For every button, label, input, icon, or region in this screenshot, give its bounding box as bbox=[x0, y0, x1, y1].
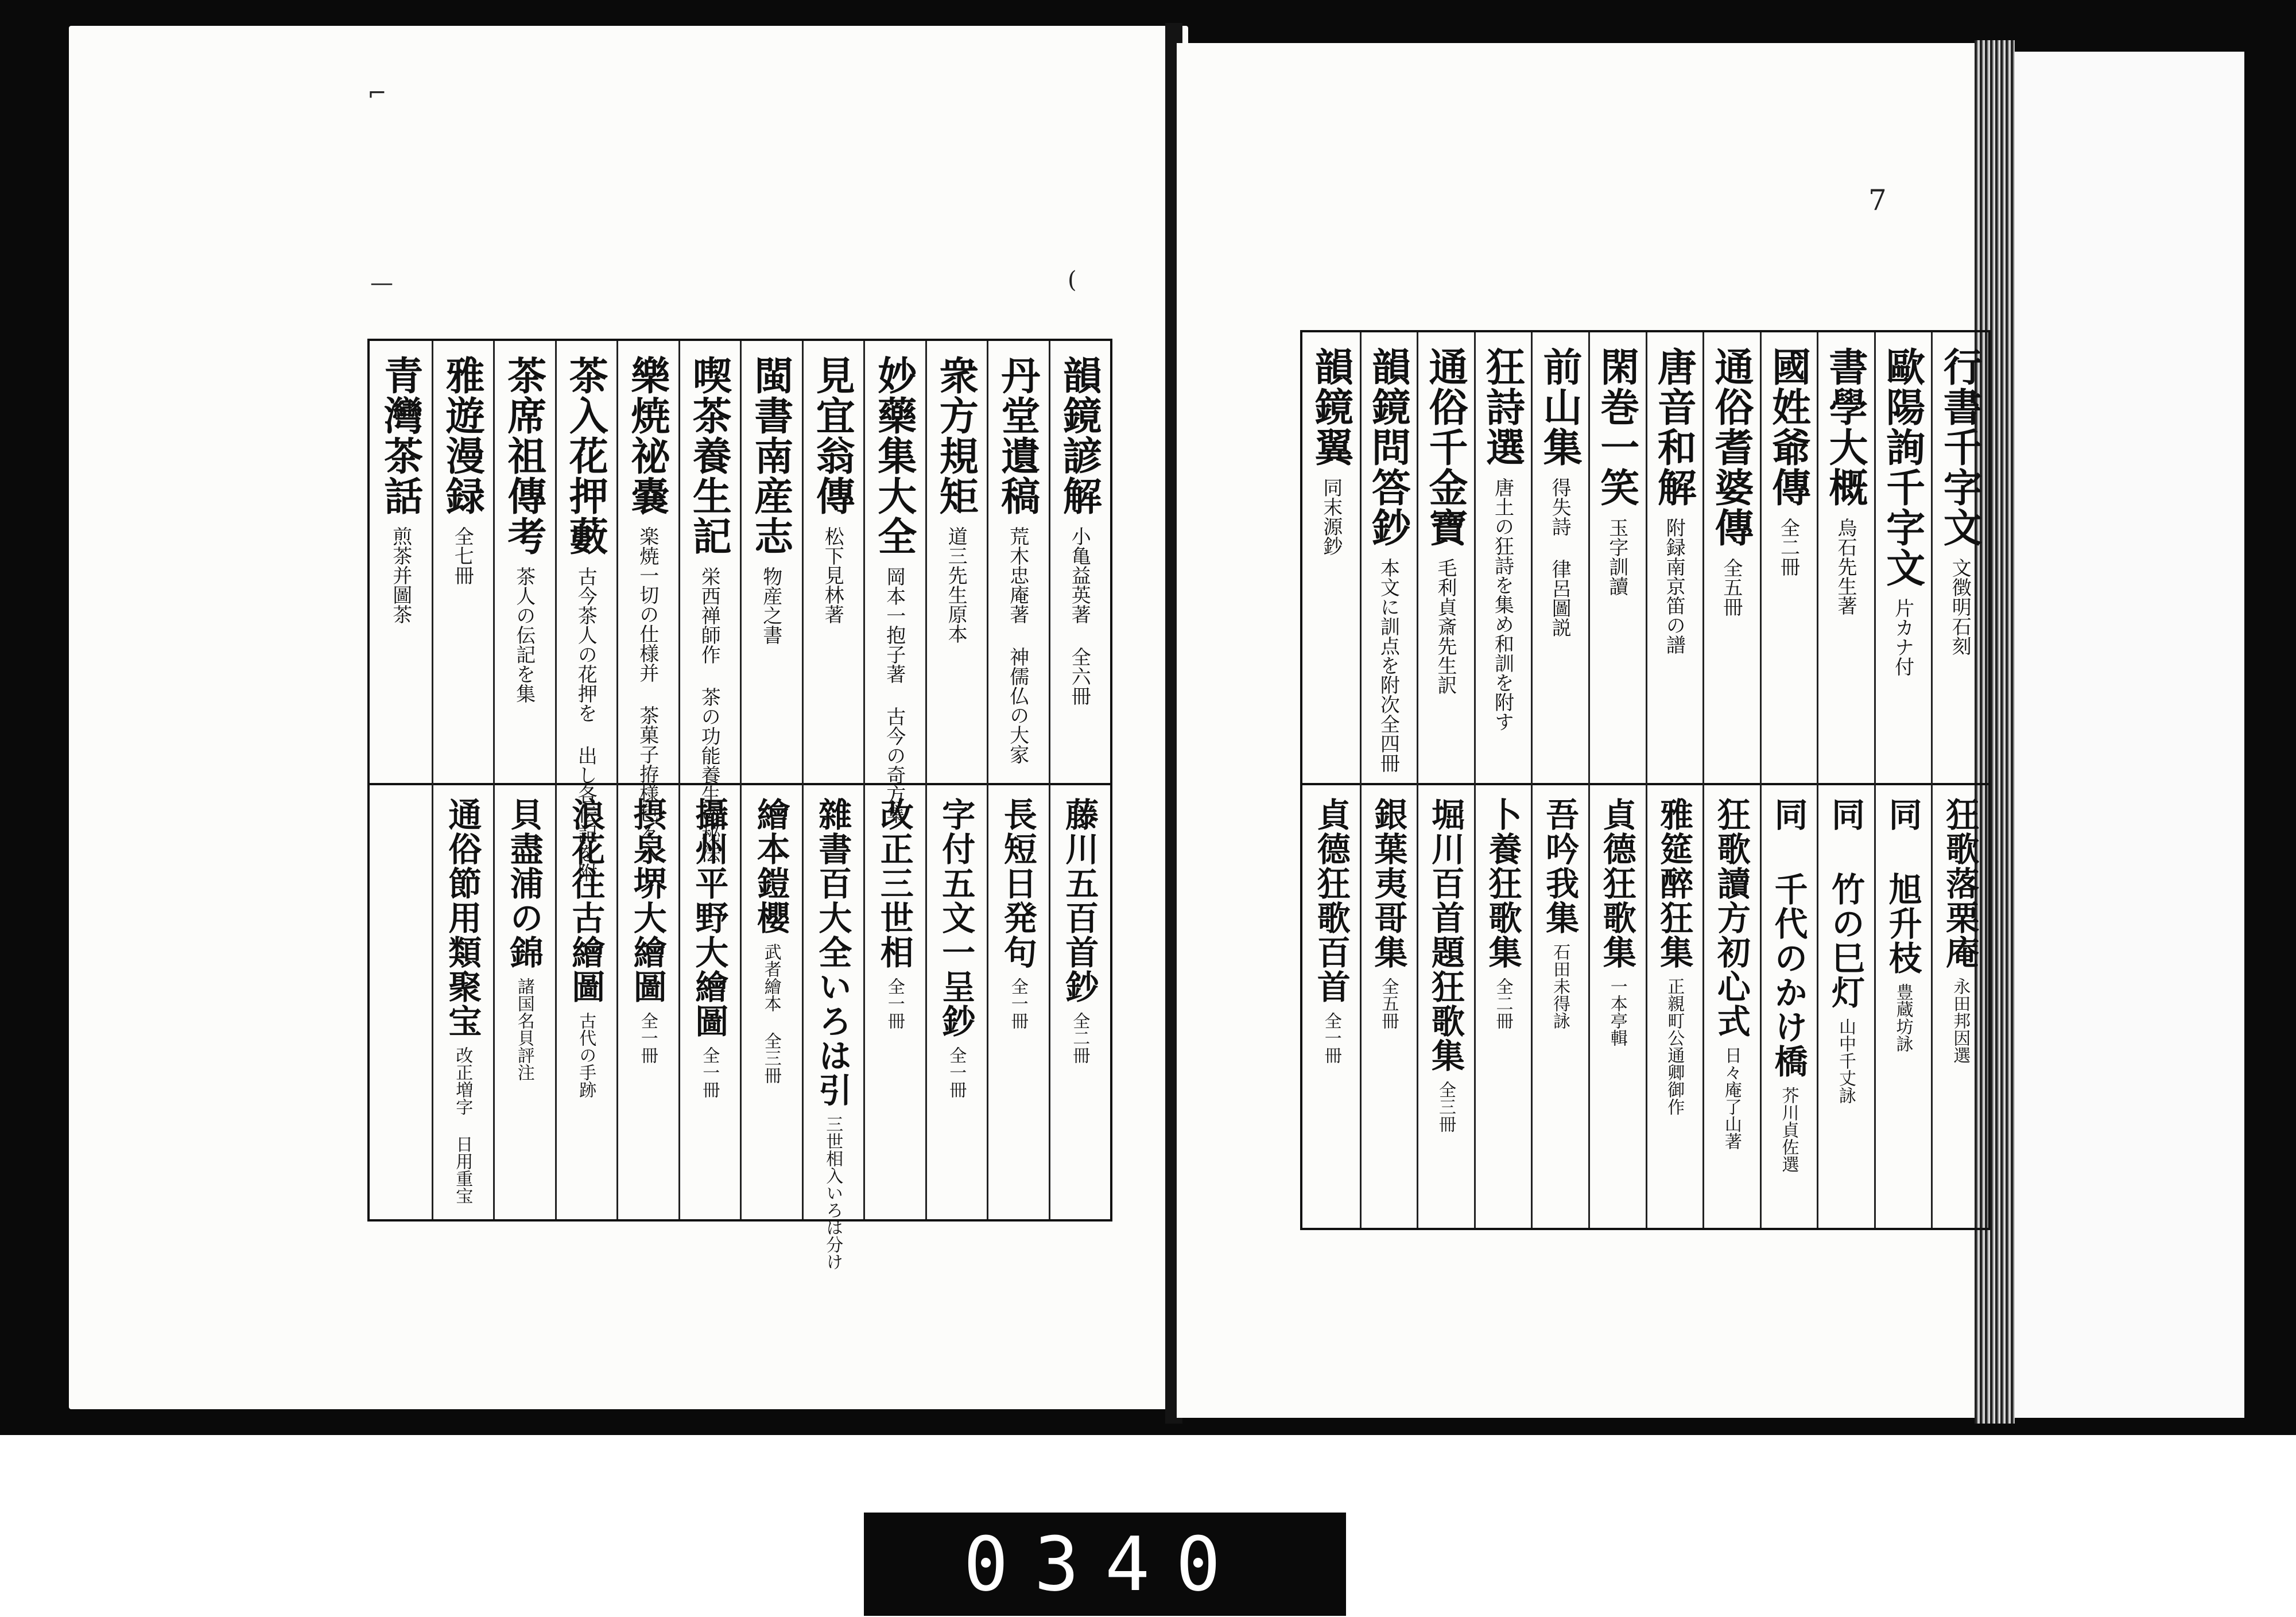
page-number: 7 bbox=[1868, 184, 1887, 217]
book-note: 全二冊 bbox=[1069, 1012, 1090, 1064]
book-note: 物産之書 bbox=[759, 567, 782, 645]
lower-book-entry bbox=[432, 797, 494, 1211]
book-note: 日々庵了山著 bbox=[1721, 1046, 1742, 1150]
book-note: 石田未得詠 bbox=[1550, 943, 1570, 1029]
left-paren-mark: ( bbox=[1068, 267, 1077, 293]
upper-book-entry bbox=[863, 355, 925, 824]
lower-book-entry bbox=[1817, 797, 1874, 1219]
lower-book-entry bbox=[1702, 797, 1760, 1219]
book-title: 貞德狂歌百首 bbox=[1311, 797, 1351, 1004]
book-note: 全三冊 bbox=[1435, 1081, 1456, 1133]
book-note: 全一冊 bbox=[946, 1046, 967, 1098]
book-title: 衆方規矩 bbox=[933, 355, 979, 516]
lower-book-entry bbox=[493, 797, 555, 1211]
book-title: 喫茶養生記 bbox=[686, 355, 732, 556]
upper-book-entry bbox=[1302, 347, 1360, 774]
book-note: 茶人の伝記を集 bbox=[512, 567, 536, 703]
upper-book-entry bbox=[370, 355, 432, 774]
left-catalog-frame bbox=[367, 339, 1112, 1270]
upper-book-entry bbox=[1588, 347, 1646, 774]
book-title: 歐陽詢千字文 bbox=[1879, 347, 1926, 588]
book-note: 山中千丈詠 bbox=[1836, 1018, 1856, 1104]
book-note: 全一冊 bbox=[1321, 1012, 1341, 1064]
upper-book-entry bbox=[616, 355, 678, 862]
book-title: 攝州平野大繪圖 bbox=[689, 797, 729, 1038]
upper-book-entry bbox=[432, 355, 494, 774]
outer-margin bbox=[2015, 52, 2244, 1418]
book-title: 書學大概 bbox=[1822, 347, 1869, 507]
book-note: 全二冊 bbox=[1777, 518, 1800, 576]
book-title: 浪花往古繪圖 bbox=[566, 797, 606, 1004]
book-title: 藤川五百首鈔 bbox=[1060, 797, 1099, 1004]
lower-book-entry bbox=[802, 797, 864, 1270]
right-catalog-frame bbox=[1300, 330, 1991, 1230]
book-title: 堀川百首題狂歌集 bbox=[1425, 797, 1465, 1073]
book-note: 改正増字 日用重宝 bbox=[452, 1046, 473, 1204]
book-note: 全一冊 bbox=[637, 1012, 658, 1064]
book-note: 文徴明石刻 bbox=[1948, 558, 1972, 656]
book-title: 通俗千金寶 bbox=[1422, 347, 1468, 548]
book-note: 楽焼一切の仕様并 茶菓子拵様色々入 bbox=[635, 526, 659, 862]
upper-book-entry bbox=[1049, 355, 1111, 774]
corner-mark: ⌐ bbox=[367, 80, 387, 107]
book-title: 改正三世相 bbox=[874, 797, 914, 970]
upper-book-entry bbox=[493, 355, 555, 774]
book-note: 古代の手跡 bbox=[576, 1012, 596, 1098]
book-note: 唐土の狂詩を集め和訓を附す bbox=[1491, 478, 1514, 731]
book-title: 韻鏡翼 bbox=[1308, 347, 1354, 467]
book-title: 同 千代のかけ橋 bbox=[1768, 797, 1808, 1079]
book-title: 雜書百大全いろは引 bbox=[813, 797, 852, 1107]
book-title: 茶席祖傳考 bbox=[501, 355, 547, 556]
book-note: 岡本一抱子著 古今の奇方集 bbox=[882, 567, 906, 824]
lower-book-entry bbox=[1360, 797, 1417, 1219]
book-note: 烏石先生著 bbox=[1834, 518, 1857, 615]
book-title: 丹堂遺稿 bbox=[994, 355, 1041, 516]
book-title: 字付五文一呈鈔 bbox=[936, 797, 976, 1038]
book-title: 狂歌落栗庵 bbox=[1940, 797, 1980, 970]
upper-book-entry bbox=[987, 355, 1049, 774]
lower-book-entry bbox=[1049, 797, 1111, 1211]
upper-book-entry bbox=[1817, 347, 1874, 774]
book-title: 行書千字文 bbox=[1937, 347, 1983, 548]
book-title: 狂詩選 bbox=[1479, 347, 1526, 467]
lower-book-entry bbox=[1646, 797, 1703, 1219]
lower-book-entry bbox=[678, 797, 740, 1211]
book-note: 片カナ付 bbox=[1891, 598, 1914, 676]
book-title: 通俗節用類聚宝 bbox=[443, 797, 482, 1038]
book-note: 永田邦因選 bbox=[1950, 978, 1971, 1064]
book-title: 閩書南産志 bbox=[747, 355, 794, 556]
book-title: 吾吟我集 bbox=[1540, 797, 1580, 935]
book-title: 雅筵醉狂集 bbox=[1654, 797, 1694, 970]
book-title: 雅遊漫録 bbox=[439, 355, 486, 516]
book-note: 全一冊 bbox=[699, 1046, 720, 1098]
lower-book-entry bbox=[987, 797, 1049, 1211]
book-title: 韻鏡諺解 bbox=[1056, 355, 1103, 516]
book-note: 諸国名貝評注 bbox=[514, 978, 534, 1081]
upper-book-entry bbox=[1760, 347, 1817, 774]
book-note: 正親町公通卿御作 bbox=[1664, 978, 1685, 1115]
upper-book-entry bbox=[1417, 347, 1474, 774]
book-note: 煎茶并圖茶 bbox=[389, 526, 412, 624]
book-note: 得失詩 律呂圖説 bbox=[1548, 478, 1572, 637]
book-note: 武者繪本 全三冊 bbox=[761, 943, 781, 1084]
book-title: 通俗耆婆傳 bbox=[1708, 347, 1754, 548]
upper-book-entry bbox=[1474, 347, 1531, 774]
upper-book-entry bbox=[1931, 347, 1988, 774]
lower-book-entry bbox=[1531, 797, 1588, 1219]
book-note: 本文に訓点を附次全四冊 bbox=[1376, 558, 1400, 773]
book-note: 荒木忠庵著 神儒仏の大家 bbox=[1006, 526, 1029, 764]
left-dash-mark: — bbox=[370, 270, 393, 296]
upper-book-entry bbox=[1646, 347, 1703, 774]
book-title: 閑巻一笑 bbox=[1593, 347, 1640, 507]
upper-book-entry bbox=[1874, 347, 1932, 774]
book-note: 毛利貞斎先生訳 bbox=[1433, 558, 1457, 695]
upper-book-entry bbox=[1702, 347, 1760, 774]
book-title: 長短日発句 bbox=[998, 797, 1037, 970]
upper-book-entry bbox=[1531, 347, 1588, 774]
book-note: 三世相入いろは分け bbox=[823, 1115, 843, 1270]
book-note: 小亀益英著 全六冊 bbox=[1068, 526, 1091, 705]
lower-book-entry bbox=[863, 797, 925, 1211]
upper-book-entry bbox=[678, 355, 740, 863]
lower-book-entry bbox=[1760, 797, 1817, 1219]
book-title: 貝盡浦の錦 bbox=[504, 797, 544, 970]
upper-book-entry bbox=[925, 355, 987, 774]
lower-book-entry bbox=[1874, 797, 1932, 1219]
book-title: 摂泉堺大繪圖 bbox=[627, 797, 667, 1004]
book-title: 唐音和解 bbox=[1651, 347, 1697, 507]
lower-book-entry bbox=[740, 797, 802, 1211]
book-title: 國姓爺傳 bbox=[1765, 347, 1812, 507]
book-note: 道三先生原本 bbox=[944, 526, 968, 643]
lower-book-entry bbox=[1931, 797, 1988, 1219]
book-title: 卜養狂歌集 bbox=[1483, 797, 1522, 970]
book-note: 栄西禅師作 茶の功能養生の秘法 bbox=[697, 567, 721, 863]
book-note: 豊蔵坊詠 bbox=[1892, 983, 1913, 1052]
book-title: 茶入花押藪 bbox=[563, 355, 609, 556]
book-title: 韻鏡問答鈔 bbox=[1365, 347, 1411, 548]
book-note: 全七冊 bbox=[451, 526, 474, 585]
book-note: 全五冊 bbox=[1378, 978, 1399, 1029]
book-note: 同末源鈔 bbox=[1319, 478, 1343, 556]
book-title: 前山集 bbox=[1537, 347, 1583, 467]
lower-book-entry bbox=[1302, 797, 1360, 1219]
book-note: 全五冊 bbox=[1719, 558, 1743, 616]
upper-book-entry bbox=[740, 355, 802, 774]
book-note: 玉字訓讀 bbox=[1605, 518, 1628, 596]
book-title: 狂歌讀方初心式 bbox=[1711, 797, 1751, 1038]
lower-book-entry bbox=[370, 797, 432, 1211]
upper-book-entry bbox=[802, 355, 864, 774]
book-note: 一本亭輯 bbox=[1607, 978, 1627, 1046]
book-note: 古今茶人の花押を 出し各伝記を附 bbox=[574, 567, 598, 882]
lower-book-entry bbox=[616, 797, 678, 1211]
book-note: 松下見林著 bbox=[821, 526, 844, 624]
book-title: 樂焼祕嚢 bbox=[624, 355, 670, 516]
lower-book-entry bbox=[1588, 797, 1646, 1219]
book-title: 同 竹の巳灯 bbox=[1826, 797, 1865, 1010]
book-title: 繪本鎧櫻 bbox=[751, 797, 790, 935]
upper-book-entry bbox=[555, 355, 617, 882]
book-title: 貞德狂歌集 bbox=[1597, 797, 1636, 970]
book-note: 全二冊 bbox=[1492, 978, 1513, 1029]
book-note: 全一冊 bbox=[1007, 978, 1028, 1029]
book-note: 附録南京笛の譜 bbox=[1662, 518, 1686, 654]
book-title: 見宜翁傳 bbox=[809, 355, 856, 516]
upper-book-entry bbox=[1360, 347, 1417, 774]
lower-book-entry bbox=[1474, 797, 1531, 1219]
book-title: 妙藥集大全 bbox=[871, 355, 917, 556]
lower-book-entry bbox=[925, 797, 987, 1211]
book-title: 同 旭升枝 bbox=[1883, 797, 1922, 975]
lower-book-entry bbox=[1417, 797, 1474, 1219]
book-note: 芥川貞佐選 bbox=[1778, 1087, 1799, 1173]
book-title: 銀葉夷哥集 bbox=[1368, 797, 1408, 970]
frame-number-stamp: 0340 bbox=[864, 1513, 1346, 1616]
book-note: 全一冊 bbox=[884, 978, 905, 1029]
book-title: 青灣茶話 bbox=[377, 355, 424, 516]
lower-book-entry bbox=[555, 797, 617, 1211]
